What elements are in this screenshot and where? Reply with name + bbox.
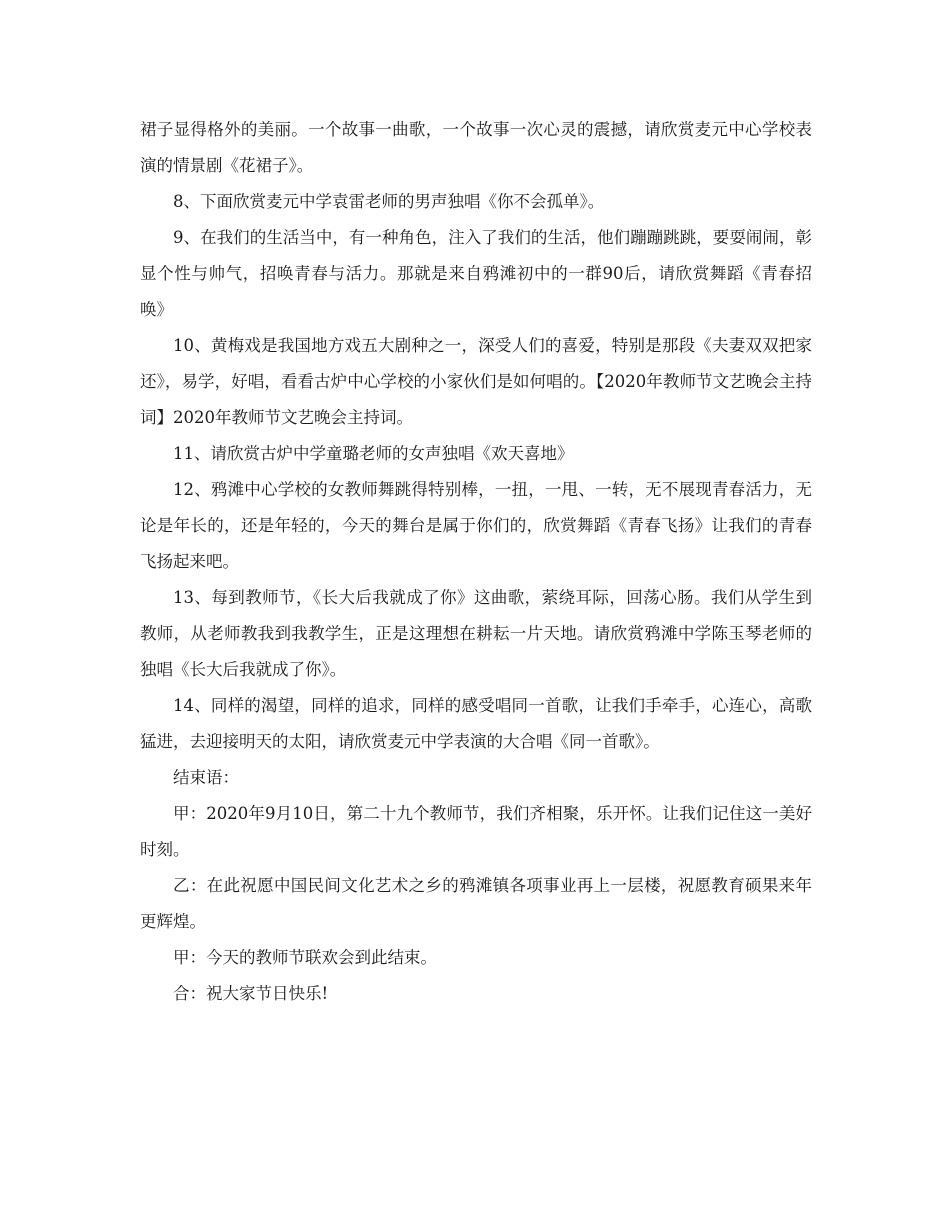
paragraph-item-14: 14、同样的渴望，同样的追求，同样的感受唱同一首歌，让我们手牵手，心连心，高歌猛进，去迎接明天的太阳，请欣赏麦元中学表演的大合唱《同一首歌》。 [140, 696, 812, 751]
closing-line-jia-2: 甲：今天的教师节联欢会到此结束。 [173, 948, 437, 967]
closing-line-yi: 乙：在此祝愿中国民间文化艺术之乡的鸦滩镇各项事业再上一层楼，祝愿教育硕果来年更辉煌。 [140, 876, 812, 931]
paragraph-item-9: 9、在我们的生活当中，有一种角色，注入了我们的生活，他们蹦蹦跳跳，要耍闹闹，彰显个性与帅气，招唤青春与活力。那就是来自鸦滩初中的一群90后，请欣赏舞蹈《青春招唤》 [140, 228, 812, 319]
paragraph-item-13: 13、每到教师节，《长大后我就成了你》这曲歌，萦绕耳际，回荡心肠。我们从学生到教师，从老师教我到我教学生，正是这理想在耕耘一片天地。请欣赏鸦滩中学陈玉琴老师的独唱《长大后我就成了你》。 [140, 588, 812, 679]
closing-heading: 结束语： [173, 768, 239, 787]
paragraph-item-11: 11、请欣赏古炉中学童璐老师的女声独唱《欢天喜地》 [173, 444, 574, 463]
closing-line-jia-1: 甲：2020年9月10日，第二十九个教师节，我们齐相聚，乐开怀。让我们记住这一美好时刻。 [140, 804, 812, 859]
paragraph-item-12: 12、鸦滩中心学校的女教师舞跳得特别棒，一扭，一甩、一转，无不展现青春活力，无论是年长的，还是年轻的，今天的舞台是属于你们的，欣赏舞蹈《青春飞扬》让我们的青春飞扬起来吧。 [140, 480, 812, 571]
paragraph-item-10: 10、黄梅戏是我国地方戏五大剧种之一，深受人们的喜爱，特别是那段《夫妻双双把家还》，易学，好唱，看看古炉中心学校的小家伙们是如何唱的。【2020年教师节文艺晚会主持词】2020年教师节文艺晚会主持词。 [140, 336, 812, 427]
paragraph-continuation: 裙子显得格外的美丽。一个故事一曲歌，一个故事一次心灵的震撼，请欣赏麦元中心学校表演的情景剧《花裙子》。 [140, 120, 812, 175]
paragraph-item-8: 8、下面欣赏麦元中学袁雷老师的男声独唱《你不会孤单》。 [173, 192, 605, 211]
document-body [140, 112, 812, 1012]
closing-line-he: 合：祝大家节日快乐! [173, 984, 329, 1003]
